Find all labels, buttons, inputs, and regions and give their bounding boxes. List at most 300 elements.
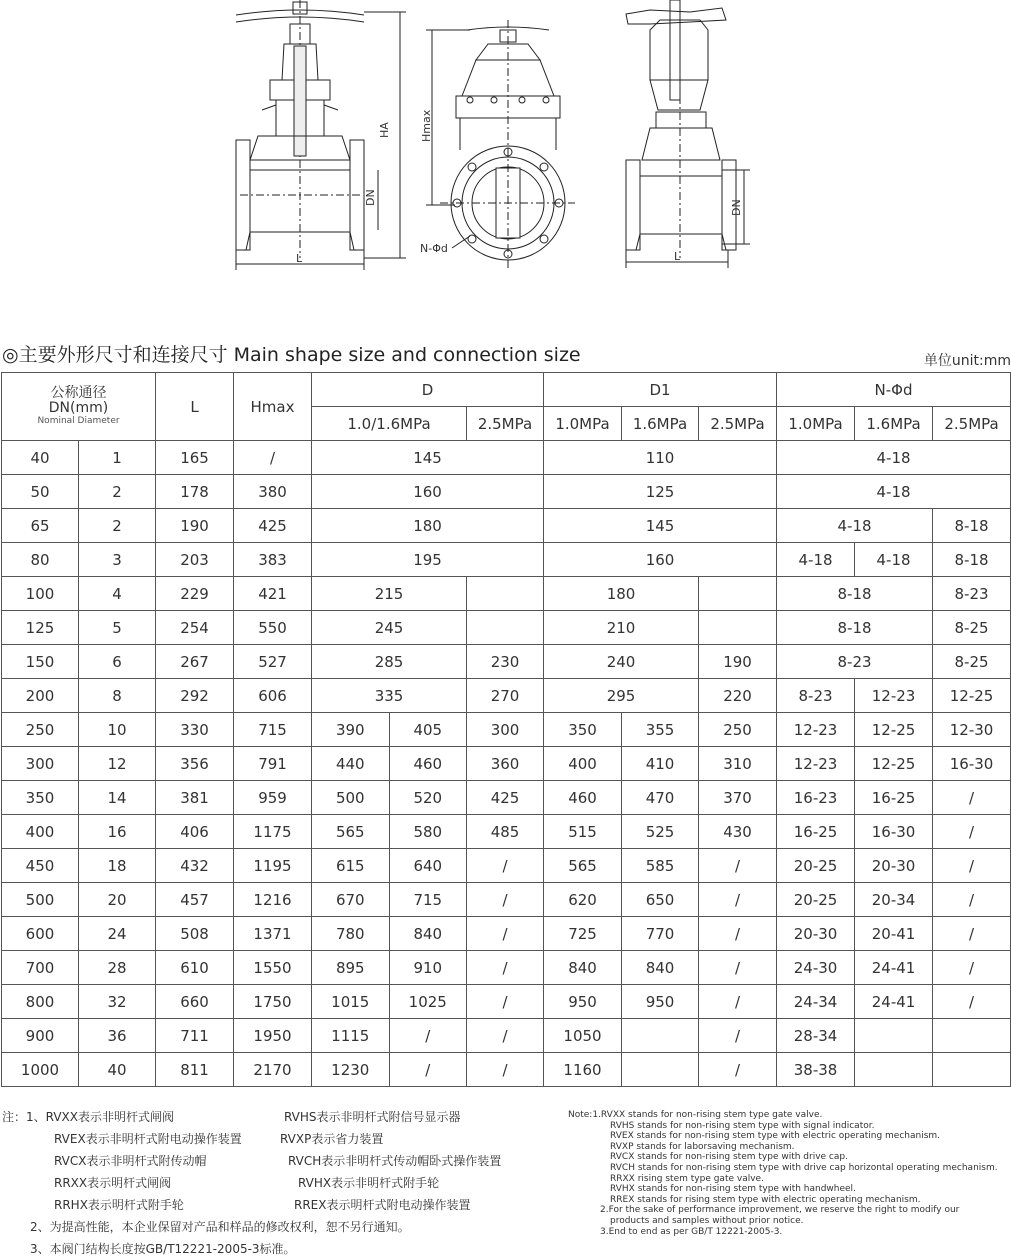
- header-d1: D1: [544, 373, 777, 407]
- table-row: [2, 475, 1011, 509]
- dim-l2-label: L: [674, 250, 681, 263]
- table-cell-group: [312, 781, 467, 815]
- table-cell: 450: [2, 849, 79, 883]
- table-cell: 350: [2, 781, 79, 815]
- table-cell: 292: [156, 679, 234, 713]
- table-cell-group: [312, 849, 467, 883]
- table-cell: 20-25: [777, 849, 855, 883]
- table-cell: /: [933, 849, 1011, 883]
- table-row: [2, 611, 1011, 645]
- table-cell: 715: [413, 890, 443, 909]
- table-cell: /: [699, 951, 777, 985]
- table-cell: 110: [544, 441, 777, 475]
- table-cell: 406: [156, 815, 234, 849]
- table-cell: 24-30: [777, 951, 855, 985]
- table-cell: 515: [544, 815, 622, 849]
- table-row: [2, 883, 1011, 917]
- table-cell: 650: [622, 883, 699, 917]
- table-cell: 160: [544, 543, 777, 577]
- table-cell: /: [933, 917, 1011, 951]
- table-cell: 910: [413, 958, 443, 977]
- table-cell: 1115: [312, 1019, 390, 1052]
- header-dn-en: Nominal Diameter: [37, 416, 120, 426]
- table-cell: 20-25: [777, 883, 855, 917]
- table-cell: 28-34: [777, 1019, 855, 1053]
- note-en: RVXP stands for laborsaving mechanism.: [610, 1141, 795, 1152]
- table-cell: 610: [156, 951, 234, 985]
- dim-dn2-label: DN: [730, 199, 743, 216]
- table-cell: 1550: [234, 951, 312, 985]
- note-cn: RVCH表示非明杆式传动帽卧式操作装置: [288, 1154, 502, 1168]
- table-cell: 8-25: [933, 645, 1011, 679]
- table-cell: 12: [79, 747, 156, 781]
- table-cell: 220: [699, 679, 777, 713]
- table-cell: 65: [2, 509, 79, 543]
- table-cell: 900: [2, 1019, 79, 1053]
- table-cell: 8-23: [933, 577, 1011, 611]
- table-cell: 230: [467, 645, 544, 679]
- table-cell: /: [933, 883, 1011, 917]
- table-cell: 565: [544, 849, 622, 883]
- table-cell: 840: [544, 951, 622, 985]
- table-cell-group: [312, 883, 467, 917]
- table-cell: 32: [79, 985, 156, 1019]
- valve-drawings: [0, 0, 1011, 300]
- table-cell: 24-41: [855, 985, 933, 1019]
- table-cell: 4-18: [777, 441, 1011, 475]
- note-en: RVCH stands for non-rising stem type with drive cap horizontal operating mechanism.: [610, 1162, 998, 1173]
- table-cell: [933, 1019, 1011, 1053]
- table-row: [2, 509, 1011, 543]
- table-cell: 254: [156, 611, 234, 645]
- table-cell: 1371: [234, 917, 312, 951]
- table-cell-group: [312, 713, 467, 747]
- table-cell: 100: [2, 577, 79, 611]
- table-cell: 360: [467, 747, 544, 781]
- table-cell: 18: [79, 849, 156, 883]
- table-cell: 145: [544, 509, 777, 543]
- table-cell: 12-23: [855, 679, 933, 713]
- table-cell: 12-25: [933, 679, 1011, 713]
- dimension-table: [1, 372, 1011, 1087]
- table-cell: 36: [79, 1019, 156, 1053]
- table-cell: 800: [2, 985, 79, 1019]
- table-cell: 125: [544, 475, 777, 509]
- table-cell: /: [933, 781, 1011, 815]
- table-cell: [699, 611, 777, 645]
- table-cell: [622, 1019, 699, 1053]
- dim-nphid-label: N-Φd: [420, 242, 448, 255]
- table-cell: 16-25: [855, 781, 933, 815]
- table-cell: 28: [79, 951, 156, 985]
- header-dn-cn: 公称通径: [50, 385, 107, 401]
- table-cell: 565: [312, 815, 390, 848]
- table-cell: 240: [544, 645, 699, 679]
- note-cn: RRHX表示明杆式附手轮: [54, 1198, 184, 1212]
- table-cell: 370: [699, 781, 777, 815]
- header-dn: [2, 373, 156, 441]
- table-cell: 165: [156, 441, 234, 475]
- table-cell: /: [425, 1060, 431, 1079]
- table-cell: 24: [79, 917, 156, 951]
- table-cell: 125: [2, 611, 79, 645]
- table-cell: 4-18: [777, 475, 1011, 509]
- table-cell: 16-23: [777, 781, 855, 815]
- dim-l-label: L: [296, 252, 303, 265]
- table-cell: 1160: [544, 1053, 622, 1087]
- table-cell: /: [933, 815, 1011, 849]
- table-cell: 14: [79, 781, 156, 815]
- table-cell: 16-30: [855, 815, 933, 849]
- header-d1-sub2: 1.6MPa: [622, 407, 699, 441]
- table-cell-group: [312, 917, 467, 951]
- header-n-sub3: 2.5MPa: [933, 407, 1011, 441]
- table-row: [2, 781, 1011, 815]
- note-cn: 3、本阀门结构长度按GB/T12221-2005-3标准。: [30, 1242, 296, 1256]
- table-cell: 606: [234, 679, 312, 713]
- table-cell: 1216: [234, 883, 312, 917]
- table-row: [2, 543, 1011, 577]
- table-cell: 425: [467, 781, 544, 815]
- table-cell: 2: [79, 475, 156, 509]
- table-cell: 4-18: [777, 543, 855, 577]
- table-cell: 585: [622, 849, 699, 883]
- header-n-sub2: 1.6MPa: [855, 407, 933, 441]
- flange-view-drawing: [426, 20, 575, 270]
- table-cell-group: [312, 815, 467, 849]
- table-cell: 203: [156, 543, 234, 577]
- table-row: [2, 713, 1011, 747]
- table-cell: 670: [312, 883, 390, 916]
- table-cell: 5: [79, 611, 156, 645]
- table-cell: 580: [413, 822, 443, 841]
- note-cn: RVCX表示非明杆式附传动帽: [54, 1154, 207, 1168]
- header-n: N-Φd: [777, 373, 1011, 407]
- note-en: products and samples without prior notice.: [610, 1215, 804, 1226]
- table-cell: 405: [413, 720, 443, 739]
- table-row: [2, 645, 1011, 679]
- table-cell: /: [933, 985, 1011, 1019]
- notes-english: [568, 1110, 1008, 1237]
- table-cell: 700: [2, 951, 79, 985]
- table-cell: 250: [2, 713, 79, 747]
- header-d1-sub3: 2.5MPa: [699, 407, 777, 441]
- table-cell: 190: [156, 509, 234, 543]
- table-cell: 2170: [234, 1053, 312, 1087]
- table-cell: 24-41: [855, 951, 933, 985]
- table-cell: 6: [79, 645, 156, 679]
- table-cell: 16-25: [777, 815, 855, 849]
- table-cell: 791: [234, 747, 312, 781]
- table-cell: 150: [2, 645, 79, 679]
- table-cell: 840: [622, 951, 699, 985]
- table-cell: 421: [234, 577, 312, 611]
- table-cell: 440: [312, 747, 390, 780]
- note-en: 3.End to end as per GB/T 12221-2005-3.: [600, 1226, 783, 1237]
- table-cell: 295: [544, 679, 699, 713]
- table-cell: /: [699, 1019, 777, 1053]
- table-cell: [855, 1019, 933, 1053]
- dim-hmax-label: Hmax: [420, 109, 433, 142]
- table-cell: 10: [79, 713, 156, 747]
- table-cell: 1750: [234, 985, 312, 1019]
- table-cell: 210: [544, 611, 699, 645]
- table-cell: 950: [622, 985, 699, 1019]
- note-en: RREX stands for rising stem type with electric operating mechanism.: [610, 1194, 921, 1205]
- table-cell: 4-18: [855, 543, 933, 577]
- note-cn: RVHS表示非明杆式附信号显示器: [284, 1110, 461, 1124]
- note-en: RVHS stands for non-rising stem type with signal indicator.: [610, 1120, 875, 1131]
- table-cell: 811: [156, 1053, 234, 1087]
- table-cell: 780: [312, 917, 390, 950]
- table-cell: 410: [622, 747, 699, 781]
- rising-stem-view-drawing: [626, 0, 750, 268]
- table-cell: 383: [234, 543, 312, 577]
- table-cell: 8-25: [933, 611, 1011, 645]
- table-cell: 8: [79, 679, 156, 713]
- table-cell: 430: [699, 815, 777, 849]
- table-cell: 20-30: [777, 917, 855, 951]
- table-cell: 1: [79, 441, 156, 475]
- table-cell: /: [467, 849, 544, 883]
- table-cell-group: [312, 1019, 467, 1053]
- header-l: L: [156, 373, 234, 441]
- table-cell: 8-18: [933, 543, 1011, 577]
- table-cell: 660: [156, 985, 234, 1019]
- table-cell: 1175: [234, 815, 312, 849]
- table-row: [2, 1019, 1011, 1053]
- table-cell: 50: [2, 475, 79, 509]
- table-row: [2, 577, 1011, 611]
- table-cell: /: [467, 985, 544, 1019]
- table-cell: 20: [79, 883, 156, 917]
- table-cell: 500: [2, 883, 79, 917]
- table-cell: 8-23: [777, 645, 933, 679]
- table-cell: 711: [156, 1019, 234, 1053]
- table-cell: 715: [234, 713, 312, 747]
- header-d-sub1: 1.0/1.6MPa: [312, 407, 467, 441]
- table-cell: 1195: [234, 849, 312, 883]
- table-cell: 12-23: [777, 713, 855, 747]
- table-cell: 335: [312, 679, 467, 713]
- table-row: [2, 679, 1011, 713]
- table-cell: 2: [79, 509, 156, 543]
- table-cell: 180: [544, 577, 699, 611]
- header-d-sub2: 2.5MPa: [467, 407, 544, 441]
- table-cell: 8-18: [777, 611, 933, 645]
- table-cell: 432: [156, 849, 234, 883]
- table-cell: 381: [156, 781, 234, 815]
- table-row: [2, 849, 1011, 883]
- note-en: RRXX rising stem type gate valve.: [610, 1173, 764, 1184]
- table-cell: 40: [79, 1053, 156, 1087]
- table-cell: 425: [234, 509, 312, 543]
- table-row: [2, 1053, 1011, 1087]
- note-cn: RVXP表示省力装置: [280, 1132, 384, 1146]
- table-cell: 12-23: [777, 747, 855, 781]
- dim-dn-label: DN: [364, 189, 377, 206]
- note-en: RVEX stands for non-rising stem type with electric operating mechanism.: [610, 1131, 941, 1142]
- table-cell: 550: [234, 611, 312, 645]
- table-cell: 8-18: [933, 509, 1011, 543]
- note-cn: RVHX表示非明杆式附手轮: [298, 1176, 440, 1190]
- table-cell: 620: [544, 883, 622, 917]
- table-cell: 615: [312, 849, 390, 882]
- table-cell: 190: [699, 645, 777, 679]
- table-cell: 470: [622, 781, 699, 815]
- table-cell: 16: [79, 815, 156, 849]
- note-en: RVCX stands for non-rising stem type with drive cap.: [610, 1152, 848, 1163]
- table-cell: 1015: [312, 985, 390, 1018]
- dim-ha-label: HA: [378, 122, 391, 138]
- table-cell: 1230: [312, 1053, 390, 1086]
- table-row: [2, 951, 1011, 985]
- table-cell: 12-25: [855, 747, 933, 781]
- table-row: [2, 985, 1011, 1019]
- header-hmax: Hmax: [234, 373, 312, 441]
- table-cell: /: [467, 883, 544, 917]
- header-d1-sub1: 1.0MPa: [544, 407, 622, 441]
- table-cell: 525: [622, 815, 699, 849]
- table-cell: 350: [544, 713, 622, 747]
- table-cell: [933, 1053, 1011, 1087]
- table-cell: /: [699, 1053, 777, 1087]
- header-dn-mm: DN(mm): [48, 400, 109, 416]
- table-cell: /: [234, 441, 312, 475]
- note-cn: RRXX表示明杆式闸阀: [54, 1176, 172, 1190]
- table-cell: 390: [312, 713, 390, 746]
- table-cell: 270: [467, 679, 544, 713]
- table-cell: 300: [2, 747, 79, 781]
- table-cell: [855, 1053, 933, 1087]
- table-cell: 457: [156, 883, 234, 917]
- table-cell: [467, 611, 544, 645]
- table-cell: 160: [312, 475, 544, 509]
- table-cell-group: [312, 747, 467, 781]
- table-cell: 895: [312, 951, 390, 984]
- table-cell: 380: [234, 475, 312, 509]
- table-cell: 1000: [2, 1053, 79, 1087]
- table-cell: 285: [312, 645, 467, 679]
- table-cell: 959: [234, 781, 312, 815]
- table-cell: 145: [312, 441, 544, 475]
- table-cell: 215: [312, 577, 467, 611]
- table-cell: 460: [544, 781, 622, 815]
- table-cell: 485: [467, 815, 544, 849]
- table-cell: 4-18: [777, 509, 933, 543]
- table-cell: 640: [413, 856, 443, 875]
- header-d: D: [312, 373, 544, 407]
- table-cell: 527: [234, 645, 312, 679]
- table-cell: /: [933, 951, 1011, 985]
- table-row: [2, 815, 1011, 849]
- table-cell: 250: [699, 713, 777, 747]
- table-row: [2, 441, 1011, 475]
- table-row: [2, 917, 1011, 951]
- table-cell: 80: [2, 543, 79, 577]
- table-cell: 3: [79, 543, 156, 577]
- table-cell: 508: [156, 917, 234, 951]
- table-cell: 229: [156, 577, 234, 611]
- table-cell: 20-41: [855, 917, 933, 951]
- table-cell: 38-38: [777, 1053, 855, 1087]
- table-cell: 245: [312, 611, 467, 645]
- table-cell-group: [312, 985, 467, 1019]
- note-cn: RVEX表示非明杆式附电动操作装置: [54, 1132, 242, 1146]
- table-cell: 40: [2, 441, 79, 475]
- table-cell: 500: [312, 781, 390, 814]
- note-en: RVHX stands for non-rising stem type with handwheel.: [610, 1184, 856, 1195]
- table-cell: 400: [2, 815, 79, 849]
- table-cell: 330: [156, 713, 234, 747]
- note-cn: 2、为提高性能，本企业保留对产品和样品的修改权利，恕不另行通知。: [30, 1220, 410, 1234]
- table-cell: 356: [156, 747, 234, 781]
- section-title: ◎主要外形尺寸和连接尺寸 Main shape size and connection size: [2, 344, 581, 366]
- table-cell: 8-18: [777, 577, 933, 611]
- table-cell: 12-30: [933, 713, 1011, 747]
- table-cell: [622, 1053, 699, 1087]
- table-cell: 840: [413, 924, 443, 943]
- unit-label: 单位unit:mm: [923, 353, 1011, 369]
- table-row: [2, 747, 1011, 781]
- note-cn: RREX表示明杆式附电动操作装置: [294, 1198, 471, 1212]
- table-cell: 1050: [544, 1019, 622, 1053]
- table-cell-group: [312, 951, 467, 985]
- table-cell: 460: [413, 754, 443, 773]
- table-cell: 20-34: [855, 883, 933, 917]
- header-n-sub1: 1.0MPa: [777, 407, 855, 441]
- table-cell-group: [312, 1053, 467, 1087]
- table-cell: 178: [156, 475, 234, 509]
- note-en: 2.For the sake of performance improvement, we reserve the right to modify our: [600, 1205, 960, 1216]
- table-cell: 1025: [408, 992, 447, 1011]
- table-cell: 950: [544, 985, 622, 1019]
- table-cell: /: [699, 883, 777, 917]
- table-cell: 180: [312, 509, 544, 543]
- table-cell: [467, 577, 544, 611]
- table-body: [2, 441, 1011, 1087]
- table-cell: /: [699, 849, 777, 883]
- table-cell: 195: [312, 543, 544, 577]
- table-cell: 400: [544, 747, 622, 781]
- table-cell: /: [467, 1053, 544, 1087]
- table-cell: /: [699, 917, 777, 951]
- table-cell: 520: [413, 788, 443, 807]
- note-en: Note:1.RVXX stands for non-rising stem type gate valve.: [568, 1110, 823, 1120]
- table-cell: 12-25: [855, 713, 933, 747]
- table-cell: 300: [467, 713, 544, 747]
- table-cell: 20-30: [855, 849, 933, 883]
- table-cell: 770: [622, 917, 699, 951]
- table-cell: /: [467, 917, 544, 951]
- table-cell: /: [467, 951, 544, 985]
- table-cell: 16-30: [933, 747, 1011, 781]
- table-cell: 267: [156, 645, 234, 679]
- table-cell: 310: [699, 747, 777, 781]
- table-cell: /: [467, 1019, 544, 1053]
- table-cell: 8-23: [777, 679, 855, 713]
- note-cn: 注：1、RVXX表示非明杆式闸阀: [2, 1110, 174, 1124]
- table-cell: 600: [2, 917, 79, 951]
- table-cell: /: [425, 1026, 431, 1045]
- table-cell: 200: [2, 679, 79, 713]
- table-cell: 1950: [234, 1019, 312, 1053]
- table-cell: [699, 577, 777, 611]
- table-cell: 4: [79, 577, 156, 611]
- table-cell: 24-34: [777, 985, 855, 1019]
- table-cell: 725: [544, 917, 622, 951]
- table-cell: 355: [622, 713, 699, 747]
